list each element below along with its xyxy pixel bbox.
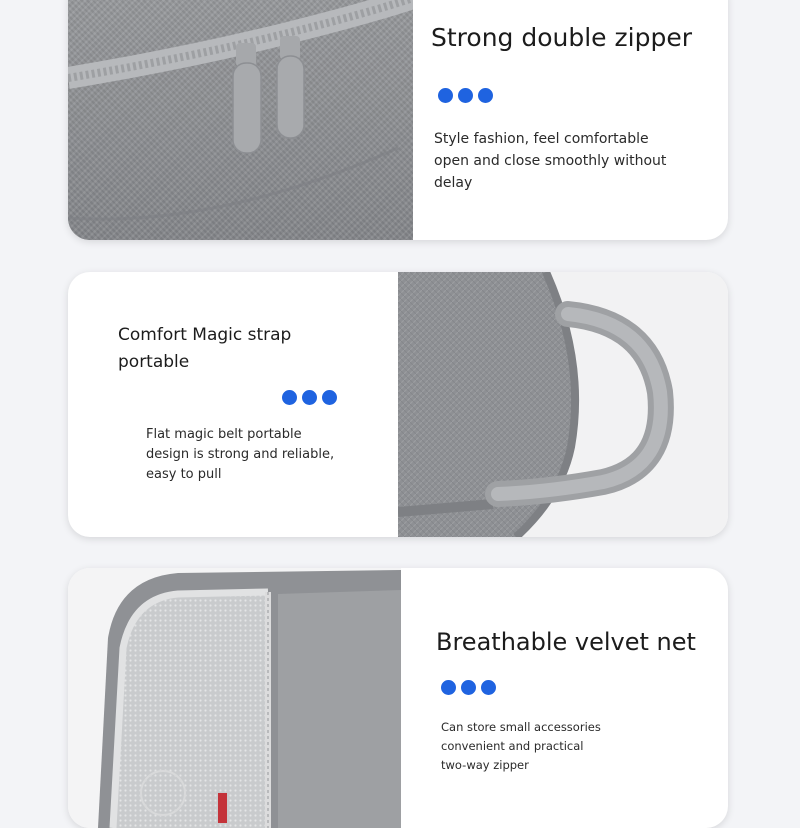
dot-icon	[322, 390, 337, 405]
strap-photo	[398, 272, 728, 537]
feature-description: Can store small accessories convenient and practical two-way zipper	[441, 720, 601, 772]
mesh-net-interior-icon	[68, 568, 401, 828]
dot-icon	[461, 680, 476, 695]
dot-indicator	[441, 680, 496, 695]
dot-icon	[282, 390, 297, 405]
feature-description: Flat magic belt portable design is strong and reliable, easy to pull	[146, 427, 335, 482]
feature-description: Style fashion, feel comfortable open and close smoothly without delay	[434, 131, 667, 191]
feature-title: Comfort Magic strap portable	[118, 325, 292, 372]
dot-icon	[458, 88, 473, 103]
dot-icon	[441, 680, 456, 695]
feature-title: Strong double zipper	[431, 23, 692, 52]
dot-icon	[481, 680, 496, 695]
dot-indicator	[282, 390, 337, 405]
dot-icon	[478, 88, 493, 103]
net-photo	[68, 568, 401, 828]
feature-card-zipper	[68, 0, 728, 240]
feature-title: Breathable velvet net	[436, 628, 696, 656]
dot-icon	[438, 88, 453, 103]
strap-handle-icon	[398, 272, 728, 537]
zipper-photo	[68, 0, 413, 240]
zipper-closeup-icon	[68, 0, 413, 240]
feature-card-net	[68, 568, 728, 828]
dot-icon	[302, 390, 317, 405]
dot-indicator	[438, 88, 493, 103]
feature-card-strap	[68, 272, 728, 537]
